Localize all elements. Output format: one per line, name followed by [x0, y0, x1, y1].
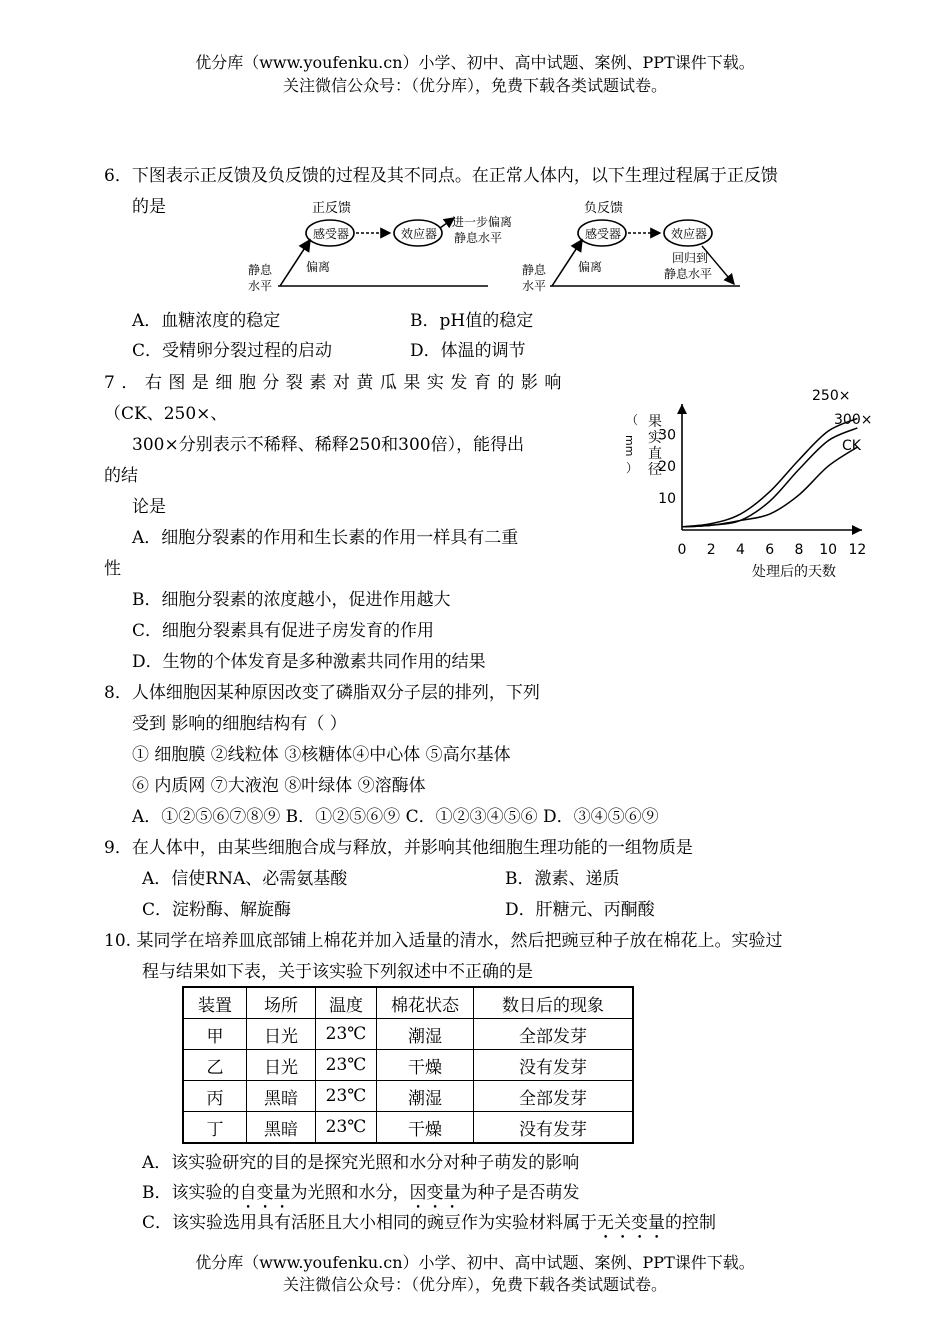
q10-option-b-emph-2: 因变量 — [409, 1183, 461, 1203]
rest2-left: 水平 — [248, 279, 273, 293]
q7-option-a-2: 性 — [104, 559, 121, 579]
q10-option-c-pre: C．该实验选用具有活胚且大小相同的豌豆作为实验材料属于 — [142, 1213, 598, 1233]
q10-option-b-emph-1: 自变量 — [239, 1183, 291, 1203]
title-right: 负反馈 — [584, 201, 624, 216]
table-cell: 23℃ — [316, 1112, 377, 1144]
y-axis-label-char: 实 — [648, 430, 662, 446]
table-header-row — [183, 987, 633, 1019]
out1-right: 回归到 — [672, 251, 709, 265]
q9-stem: 9．在人体中，由某些细胞合成与释放，并影响其他细胞生理功能的一组物质是 — [104, 838, 693, 858]
q9-option-c[interactable]: C．淀粉酶、解旋酶 — [142, 900, 292, 920]
series-line-2 — [682, 428, 857, 527]
q6-option-d[interactable]: D．体温的调节 — [410, 341, 526, 361]
series-line-3 — [682, 447, 857, 527]
q10-stem-2: 程与结果如下表，关于该实验下列叙述中不正确的是 — [142, 962, 533, 982]
y-unit-close: ） — [626, 461, 639, 475]
title-left: 正反馈 — [312, 201, 352, 216]
table-row — [183, 1112, 633, 1144]
table-cell: 丁 — [183, 1112, 247, 1144]
x-tick-label: 2 — [706, 542, 716, 558]
x-tick-label: 10 — [819, 542, 838, 558]
header-line-2: 关注微信公众号：（优分库），免费下载各类试题试卷。 — [282, 76, 667, 95]
table-cell: 干燥 — [377, 1050, 474, 1081]
q8-line-1: 8．人体细胞因某种原因改变了磷脂双分子层的排列，下列 — [104, 683, 540, 703]
footer-line-1: 优分库（www.youfenku.cn）小学、初中、高中试题、案例、PPT课件下载。 — [195, 1253, 755, 1272]
table-row — [183, 1019, 633, 1050]
q8-line-2: 受到 影响的细胞结构有（ ） — [132, 714, 347, 734]
table-row — [183, 1081, 633, 1112]
y-tick-label: 20 — [658, 459, 676, 476]
rest2-right: 水平 — [522, 279, 547, 293]
x-tick-label: 8 — [794, 542, 804, 558]
receptor-left: 感受器 — [313, 227, 350, 241]
q7-line-5: 论是 — [132, 497, 166, 517]
table-header-cell: 棉花状态 — [377, 987, 474, 1019]
table-cell: 全部发芽 — [474, 1081, 634, 1112]
table-cell: 全部发芽 — [474, 1019, 634, 1050]
q10-stem-1: 10. 某同学在培养皿底部铺上棉花并加入适量的清水，然后把豌豆种子放在棉花上。实验过 — [104, 931, 783, 951]
footer-line-2: 关注微信公众号：（优分库），免费下载各类试题试卷。 — [282, 1275, 667, 1294]
y-unit-open: （ — [626, 413, 639, 427]
chart-series — [682, 418, 857, 526]
table-cell: 丙 — [183, 1081, 247, 1112]
legend-label: CK — [842, 438, 861, 454]
header-line-1: 优分库（www.youfenku.cn）小学、初中、高中试题、案例、PPT课件下载。 — [195, 53, 755, 72]
y-axis-label-char: 果 — [648, 414, 662, 430]
y-axis-arrow — [677, 404, 687, 414]
effector-right: 效应器 — [671, 227, 708, 241]
q10-option-b-pre: B．该实验的 — [142, 1183, 240, 1203]
q7-line-4: 的结 — [104, 466, 138, 486]
x-tick-label: 12 — [848, 542, 867, 558]
table-cell: 日光 — [247, 1019, 316, 1050]
table-cell: 黑暗 — [247, 1112, 316, 1144]
q8-line-4: ⑥ 内质网 ⑦大液泡 ⑧叶绿体 ⑨溶酶体 — [132, 776, 426, 796]
q6-option-b[interactable]: B．pH值的稳定 — [410, 311, 534, 331]
y-axis-label-char: 径 — [648, 462, 662, 478]
q10-option-c[interactable] — [142, 1212, 716, 1243]
deviate-right: 偏离 — [578, 260, 603, 274]
table-cell: 甲 — [183, 1019, 247, 1050]
q9-option-a[interactable]: A．信使RNA、必需氨基酸 — [142, 869, 348, 889]
q7-option-b[interactable]: B．细胞分裂素的浓度越小，促进作用越大 — [132, 590, 451, 610]
x-tick-label: 4 — [736, 542, 745, 558]
q7-option-c[interactable]: C．细胞分裂素具有促进子房发育的作用 — [132, 621, 435, 641]
q10-option-b-mid: 为光照和水分， — [290, 1183, 410, 1203]
positive-feedback-diagram — [248, 200, 512, 293]
table-cell: 黑暗 — [247, 1081, 316, 1112]
table-row — [183, 1050, 633, 1081]
feedback-diagram — [240, 196, 760, 296]
q7-line-3: 300×分别表示不稀释、稀释250和300倍），能得出 — [132, 435, 525, 455]
deviate-left: 偏离 — [306, 260, 331, 274]
out1-left: 进一步偏离 — [452, 215, 513, 229]
rest1-left: 静息 — [248, 263, 273, 277]
q9-option-b[interactable]: B．激素、递质 — [505, 869, 620, 889]
table-cell: 潮湿 — [377, 1019, 474, 1050]
q6-option-a[interactable]: A．血糖浓度的稳定 — [132, 311, 281, 331]
negative-feedback-diagram — [522, 200, 740, 293]
q9-option-d[interactable]: D．肝糖元、丙酮酸 — [505, 900, 655, 920]
q7-line-1: 7．右图是细胞分裂素对黄瓜果实发育的影响 — [104, 373, 568, 393]
q6-stem-1: 6．下图表示正反馈及负反馈的过程及其不同点。在正常人体内，以下生理过程属于正反馈 — [104, 166, 778, 186]
q7-option-a-1[interactable]: A．细胞分裂素的作用和生长素的作用一样具有二重 — [132, 528, 519, 548]
x-tick-label: 6 — [765, 542, 775, 558]
table-cell: 潮湿 — [377, 1081, 474, 1112]
q10-option-c-post: 的控制 — [665, 1213, 717, 1233]
effector-left: 效应器 — [401, 227, 438, 241]
y-tick-label: 10 — [658, 491, 676, 508]
table-header-cell: 装置 — [183, 987, 247, 1019]
table-cell: 日光 — [247, 1050, 316, 1081]
out2-right: 静息水平 — [664, 267, 713, 281]
y-tick-label: 30 — [658, 427, 676, 444]
rest1-right: 静息 — [522, 263, 547, 277]
x-axis-label: 处理后的天数 — [752, 564, 836, 580]
q10-option-b-post: 为种子是否萌发 — [460, 1183, 580, 1203]
q8-line-3: ① 细胞膜 ②线粒体 ③核糖体④中心体 ⑤高尔基体 — [132, 745, 511, 765]
table-cell: 没有发芽 — [474, 1112, 634, 1144]
legend-label: 300× — [834, 412, 873, 428]
y-unit-mm: mm — [623, 435, 636, 457]
x-axis-arrow — [852, 525, 862, 535]
table-cell: 干燥 — [377, 1112, 474, 1144]
series-line-1 — [682, 418, 857, 526]
table-header-cell: 数日后的现象 — [474, 987, 634, 1019]
q10-option-a[interactable]: A．该实验研究的目的是探究光照和水分对种子萌发的影响 — [142, 1153, 580, 1173]
q8-options[interactable]: A．①②⑤⑥⑦⑧⑨ B．①②⑤⑥⑨ C．①②③④⑤⑥ D．③④⑤⑥⑨ — [132, 807, 659, 827]
receptor-right: 感受器 — [585, 227, 622, 241]
q10-option-c-emph: 无关变量 — [597, 1213, 666, 1233]
experiment-table — [182, 986, 634, 1144]
table-header-cell: 温度 — [316, 987, 377, 1019]
table-header-cell: 场所 — [247, 987, 316, 1019]
chart-labels — [623, 388, 872, 580]
table-cell: 乙 — [183, 1050, 247, 1081]
table-cell: 23℃ — [316, 1050, 377, 1081]
fruit-growth-chart — [612, 382, 876, 588]
out2-left: 静息水平 — [454, 231, 503, 245]
table-cell: 23℃ — [316, 1081, 377, 1112]
q7-option-d[interactable]: D．生物的个体发育是多种激素共同作用的结果 — [132, 652, 486, 672]
legend-label: 250× — [812, 388, 851, 404]
q6-stem-2: 的是 — [132, 197, 166, 217]
q6-option-c[interactable]: C．受精卵分裂过程的启动 — [132, 341, 333, 361]
q10-option-b[interactable] — [142, 1182, 580, 1213]
table-cell: 23℃ — [316, 1019, 377, 1050]
x-tick-label: 0 — [677, 542, 687, 558]
q7-line-2: （CK、250×、 — [104, 404, 228, 424]
y-axis-label-char: 直 — [648, 446, 662, 462]
table-cell: 没有发芽 — [474, 1050, 634, 1081]
